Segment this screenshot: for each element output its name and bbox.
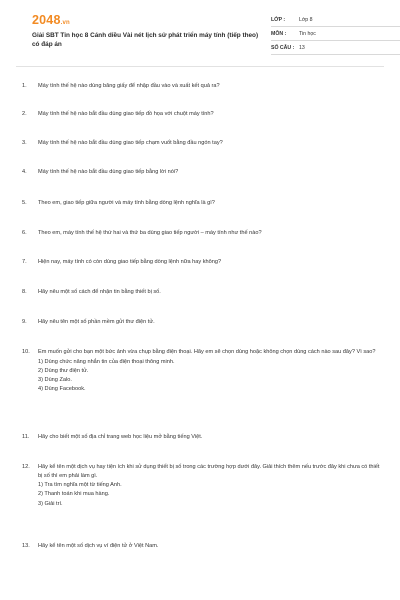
question-number: 1. [22, 83, 27, 89]
question-item [0, 463, 400, 509]
question-number: 3. [22, 140, 27, 146]
question-item [0, 168, 400, 177]
question-item [0, 318, 400, 327]
meta-value: 13 [299, 44, 305, 51]
question-item [0, 348, 400, 394]
site-logo[interactable] [32, 13, 70, 27]
question-number: 8. [22, 289, 27, 295]
option-item: 2) Thanh toán khi mua hàng. [38, 491, 110, 498]
question-text: Máy tính thế hệ nào bắt đầu dùng giao tiếp đồ họa với chuột máy tính? [38, 111, 214, 117]
meta-value: Lớp 8 [299, 16, 313, 23]
option-item: 3) Giải trí. [38, 500, 63, 507]
question-item [0, 110, 400, 119]
question-text: Hiện nay, máy tính có còn dùng giao tiếp bằng dòng lệnh nữa hay không? [38, 259, 222, 265]
option-item: 1) Tra tìm nghĩa một từ tiếng Anh. [38, 482, 122, 489]
question-number: 6. [22, 230, 27, 236]
meta-row-subject [271, 27, 400, 41]
question-text: Máy tính thế hệ nào dùng băng giấy để nhập đầu vào và xuất kết quả ra? [38, 83, 220, 89]
option-item: 3) Dùng Zalo. [38, 377, 72, 383]
question-number: 13. [22, 543, 30, 549]
question-number: 12. [22, 464, 30, 470]
meta-label: SỐ CÂU : [271, 44, 295, 51]
logo-main: 2048 [32, 13, 61, 27]
meta-row-count [271, 41, 400, 55]
question-item [0, 288, 400, 297]
question-text: Hãy cho biết một số địa chỉ trang web học liệu mở bằng tiếng Việt. [38, 434, 203, 440]
question-text: Theo em, máy tính thế hệ thứ hai và thứ ba dùng giao tiếp người – máy tính như thế nào? [38, 230, 262, 236]
question-item [0, 199, 400, 208]
meta-table [271, 13, 400, 55]
question-text: Máy tính thế hệ nào bắt đầu dùng giao tiếp bằng lời nói? [38, 169, 179, 175]
meta-label: LỚP : [271, 16, 286, 23]
question-number: 11. [22, 434, 30, 440]
question-text: Hãy kể tên một số dịch vụ ví điện tử ở Việt Nam. [38, 543, 159, 549]
page-title: Giải SBT Tin học 8 Cánh diều Vài nét lịch sử phát triển máy tính (tiếp theo) có đáp án [32, 32, 259, 48]
question-text: Hãy kể tên một dịch vụ hay tiện ích khi sử dụng thiết bị số trong các trường hợp dưới đây. Giải thích thêm nếu trước đây khi chưa có thiết bị số thì em phải làm gì. [38, 464, 380, 479]
question-item [0, 542, 400, 551]
question-item [0, 229, 400, 238]
question-number: 10. [22, 349, 30, 355]
question-text: Máy tính thế hệ nào bắt đầu dùng giao tiếp chạm vuốt bằng đầu ngón tay? [38, 140, 223, 146]
meta-value: Tin học [299, 30, 316, 37]
question-item [0, 258, 400, 267]
option-item: 1) Dùng chức năng nhắn tin của điện thoại thông minh. [38, 358, 175, 365]
question-number: 5. [22, 200, 27, 206]
question-item [0, 139, 400, 148]
question-text: Hãy nêu một số cách để nhận tin bằng thiết bị số. [38, 289, 161, 295]
question-options [38, 481, 400, 509]
question-options [38, 358, 400, 395]
question-number: 4. [22, 169, 27, 175]
header [16, 0, 384, 62]
header-divider [16, 66, 384, 67]
question-text: Theo em, giao tiếp giữa người và máy tính bằng dòng lệnh nghĩa là gì? [38, 200, 215, 206]
meta-row-grade [271, 13, 400, 27]
question-number: 9. [22, 319, 27, 325]
question-item [0, 82, 400, 91]
logo-suffix: .vn [60, 20, 70, 26]
question-text: Em muốn gửi cho bạn một bức ảnh vừa chụp bằng điện thoại. Hãy em sẽ chọn dùng hoặc không chọn dùng cách nào sau đây? Vì sao? [38, 349, 376, 355]
meta-label: MÔN : [271, 30, 287, 37]
question-number: 7. [22, 259, 27, 265]
question-text: Hãy nêu tên một số phần mềm gửi thư điện tử. [38, 319, 155, 325]
option-item: 2) Dùng thư điện tử. [38, 367, 89, 374]
question-item [0, 433, 400, 442]
question-number: 2. [22, 111, 27, 117]
option-item: 4) Dùng Facebook. [38, 386, 86, 393]
